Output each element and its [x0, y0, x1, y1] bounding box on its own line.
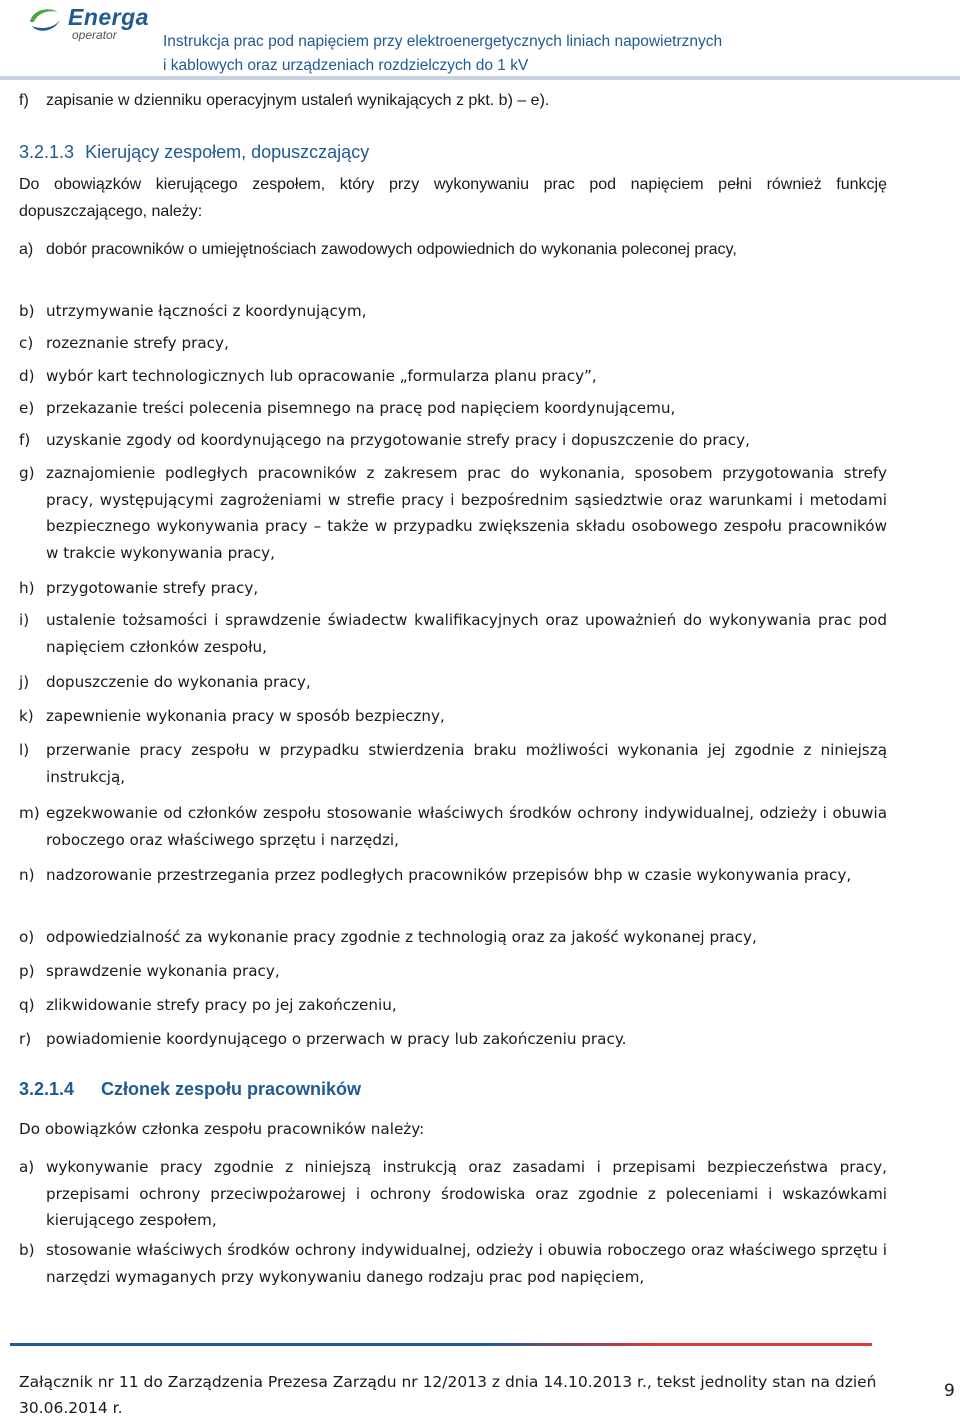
list-item-h: [19, 575, 887, 602]
list-item-m: [19, 800, 887, 853]
list-letter: a): [19, 241, 34, 258]
list-item-a: [19, 237, 887, 264]
list-letter: m): [19, 804, 40, 822]
list-letter: k): [19, 707, 34, 725]
list-item-a: [19, 1154, 887, 1234]
section-heading-3-2-1-3: [19, 139, 887, 166]
list-item-o: [19, 924, 887, 951]
list-text: odpowiedzialność za wykonanie pracy zgodnie z technologią oraz za jakość wykonanej pracy,: [46, 928, 757, 946]
list-item-l: [19, 737, 887, 790]
list-item-k: [19, 703, 887, 730]
list-item-c: [19, 330, 887, 357]
list-letter: l): [19, 741, 30, 759]
list-text: przygotowanie strefy pracy,: [46, 579, 259, 597]
list-letter: j): [19, 673, 30, 691]
list-letter: o): [19, 928, 35, 946]
list-text: wybór kart technologicznych lub opracowanie „formularza planu pracy”,: [46, 367, 597, 385]
list-item-r: [19, 1026, 887, 1053]
list-text: dopuszczenie do wykonania pracy,: [46, 673, 311, 691]
section-intro: Do obowiązków członka zespołu pracowników należy:: [19, 1120, 425, 1138]
list-letter: c): [19, 334, 34, 352]
list-item-g: [19, 460, 887, 566]
list-letter: n): [19, 866, 35, 884]
list-text: powiadomienie koordynującego o przerwach w pracy lub zakończeniu pracy.: [46, 1030, 627, 1048]
footer-text: Załącznik nr 11 do Zarządzenia Prezesa Zarządu nr 12/2013 z dnia 14.10.2013 r., tekst jednolity stan na dzień 30.06.2014 r.: [19, 1373, 877, 1417]
list-text: stosowanie właściwych środków ochrony indywidualnej, odzieży i obuwia roboczego oraz właściwego sprzętu i narzędzi wymaganych przy wykonywaniu danego rodzaju prac pod napięciem,: [46, 1241, 887, 1286]
list-text: utrzymywanie łączności z koordynującym,: [46, 302, 367, 320]
energa-logo: [24, 4, 164, 44]
list-item-b: [19, 298, 887, 325]
list-text: nadzorowanie przestrzegania przez podległych pracowników przepisów bhp w czasie wykonywania pracy,: [46, 866, 852, 884]
list-text: zapewnienie wykonania pracy w sposób bezpieczny,: [46, 707, 445, 725]
list-item-j: [19, 669, 887, 696]
list-letter: f): [19, 431, 31, 449]
list-text: ustalenie tożsamości i sprawdzenie świadectw kwalifikacyjnych oraz upoważnień do wykonywania prac pod napięciem członków zespołu,: [46, 611, 887, 656]
header-title-line1: Instrukcja prac pod napięciem przy elektroenergetycznych liniach napowietrznych: [163, 33, 723, 50]
list-letter: d): [19, 367, 35, 385]
list-item-p: [19, 958, 887, 985]
list-text: zlikwidowanie strefy pracy po jej zakończeniu,: [46, 996, 397, 1014]
list-item-d: [19, 363, 887, 390]
list-letter: h): [19, 579, 35, 597]
list-letter: g): [19, 464, 35, 482]
section-title: Kierujący zespołem, dopuszczający: [85, 142, 370, 162]
list-item-i: [19, 607, 887, 660]
list-item-f: [19, 427, 887, 454]
list-text: rozeznanie strefy pracy,: [46, 334, 229, 352]
list-text: egzekwowanie od członków zespołu stosowanie właściwych środków ochrony indywidualnej, odzieży i obuwia roboczego oraz właściwego sprzętu i narzędzi,: [46, 804, 887, 849]
list-letter: i): [19, 611, 30, 629]
energa-swirl-icon: [26, 4, 62, 36]
section-number: 3.2.1.3: [19, 142, 75, 162]
list-item-b: [19, 1237, 887, 1290]
list-letter: p): [19, 962, 35, 980]
list-letter: a): [19, 1158, 35, 1176]
footer-divider: [10, 1343, 872, 1346]
header-title-line2: i kablowych oraz urządzeniach rozdzielczych do 1 kV: [163, 57, 529, 74]
list-text: sprawdzenie wykonania pracy,: [46, 962, 280, 980]
page-number: 9: [944, 1381, 955, 1401]
list-text: wykonywanie pracy zgodnie z niniejszą instrukcją oraz zasadami i przepisami bezpieczeństwa pracy, przepisami ochrony przeciwpożarowej i ochrony środowiska oraz zgodnie z poleceniami i wskazówkami kierującego zespołem,: [46, 1158, 887, 1229]
list-item-n: [19, 862, 887, 889]
header-divider: [0, 76, 960, 80]
section-title: Członek zespołu pracowników: [101, 1079, 362, 1099]
list-letter: q): [19, 996, 35, 1014]
section-heading-3-2-1-4: [19, 1079, 361, 1100]
intro-list-item: [19, 88, 887, 115]
list-text: zaznajomienie podległych pracowników z zakresem prac do wykonania, sposobem przygotowania strefy pracy, występującymi zagrożeniami w strefie pracy i bezpośrednim sąsiedztwie oraz warunkami i metodami bezpiecznego wykonywania pracy – także w przypadku zwiększenia składu osobowego zespołu pracowników w trakcie wykonywania pracy,: [46, 464, 887, 562]
section-number: 3.2.1.4: [19, 1079, 75, 1099]
list-text: przerwanie pracy zespołu w przypadku stwierdzenia braku możliwości wykonania jej zgodnie z niniejszą instrukcją,: [46, 741, 887, 786]
list-letter: b): [19, 302, 35, 320]
list-letter: e): [19, 399, 35, 417]
section-intro: Do obowiązków kierującego zespołem, który przy wykonywaniu prac pod napięciem pełni również funkcję dopuszczającego, należy:: [19, 176, 887, 220]
list-text: przekazanie treści polecenia pisemnego na pracę pod napięciem koordynującemu,: [46, 399, 676, 417]
logo-subtitle: operator: [72, 28, 117, 42]
list-item-q: [19, 992, 887, 1019]
list-text: uzyskanie zgody od koordynującego na przygotowanie strefy pracy i dopuszczenie do pracy,: [46, 431, 750, 449]
list-text: zapisanie w dzienniku operacyjnym ustaleń wynikających z pkt. b) – e).: [46, 92, 550, 109]
list-letter: b): [19, 1241, 35, 1259]
list-letter: r): [19, 1030, 32, 1048]
logo-wordmark: Energa: [68, 4, 149, 30]
list-text: dobór pracowników o umiejętnościach zawodowych odpowiednich do wykonania poleconej pracy,: [46, 241, 737, 258]
list-item-e: [19, 395, 887, 422]
list-letter: f): [19, 92, 29, 109]
